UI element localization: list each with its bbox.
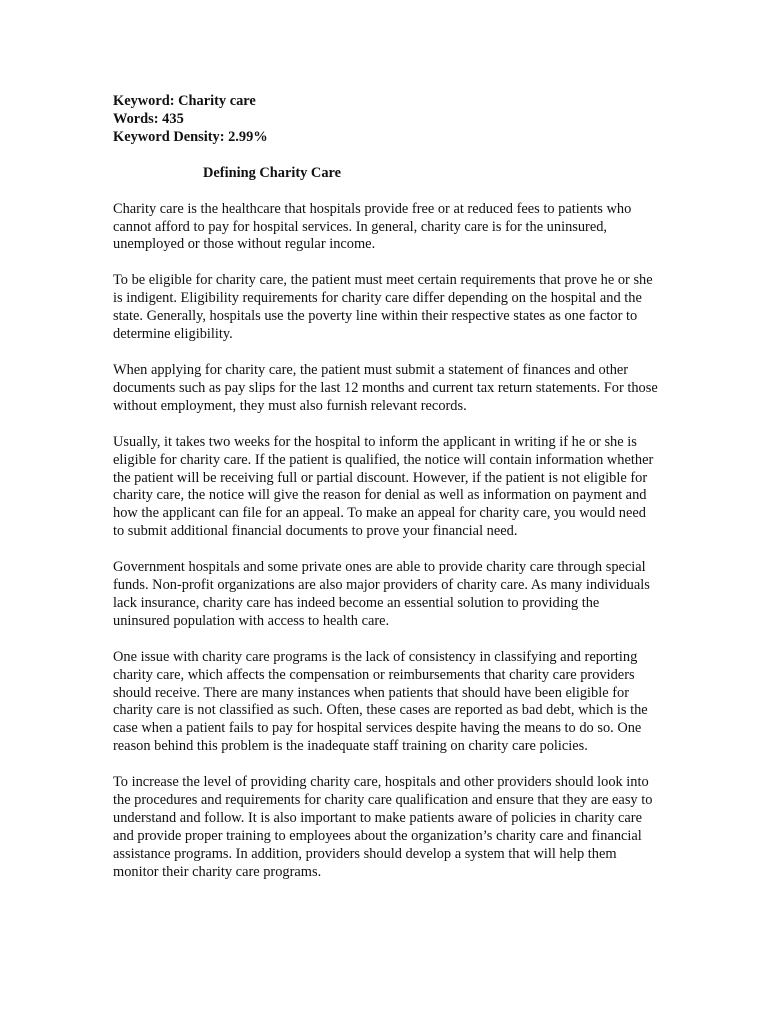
- keyword-density-line: Keyword Density: 2.99%: [113, 128, 268, 145]
- paragraph-5: Government hospitals and some private ones are able to provide charity care through special funds. Non-profit organizations are also major providers of charity care. As many individuals lack insurance, charity care has indeed become an essential solution to providing the uninsured population with access to health care.: [113, 559, 650, 629]
- document-page: [113, 93, 658, 882]
- paragraph-7: To increase the level of providing charity care, hospitals and other providers should look into the procedures and requirements for charity care qualification and ensure that they are easy to understand and follow. It is also important to make patients aware of policies in charity care and provide proper training to employees about the organization’s charity care and financial assistance programs. In addition, providers should develop a system that will help them monitor their charity care programs.: [113, 774, 653, 880]
- keyword-line: Keyword: Charity care: [113, 93, 256, 109]
- paragraph-4: Usually, it takes two weeks for the hospital to inform the applicant in writing if he or she is eligible for charity care. If the patient is qualified, the notice will contain information whether the patient will be receiving full or partial discount. However, if the patient is not eligible for charity care, the notice will give the reason for denial as well as information on payment and how the applicant can file for an appeal. To make an appeal for charity care, you would need to submit additional financial documents to prove your financial need.: [113, 433, 654, 540]
- paragraph-6: One issue with charity care programs is the lack of consistency in classifying and reporting charity care, which affects the compensation or reimbursements that charity care providers should receive. There are many instances when patients that should have been eligible for charity care is not classified as such. Often, these cases are reported as bad debt, which is the case when a patient fails to pay for hospital services despite having the means to do so. One reason behind this problem is the inadequate staff training on charity care policies.: [113, 648, 648, 755]
- document-metadata: [113, 93, 658, 147]
- paragraph-3: When applying for charity care, the patient must submit a statement of finances and other documents such as pay slips for the last 12 months and current tax return statements. For those without employment, they must also furnish relevant records.: [113, 361, 658, 414]
- document-title: Defining Charity Care: [203, 164, 342, 181]
- word-count-line: Words: 435: [113, 110, 184, 127]
- paragraph-2: To be eligible for charity care, the patient must meet certain requirements that prove he or she is indigent. Eligibility requirements for charity care differ depending on the hospital and the state. Generally, hospitals use the poverty line within their respective states as one factor to determine eligibility.: [113, 272, 653, 343]
- paragraph-1: Charity care is the healthcare that hospitals provide free or at reduced fees to patients who cannot afford to pay for hospital services. In general, charity care is for the uninsured, unemployed or those without regular income.: [113, 200, 632, 253]
